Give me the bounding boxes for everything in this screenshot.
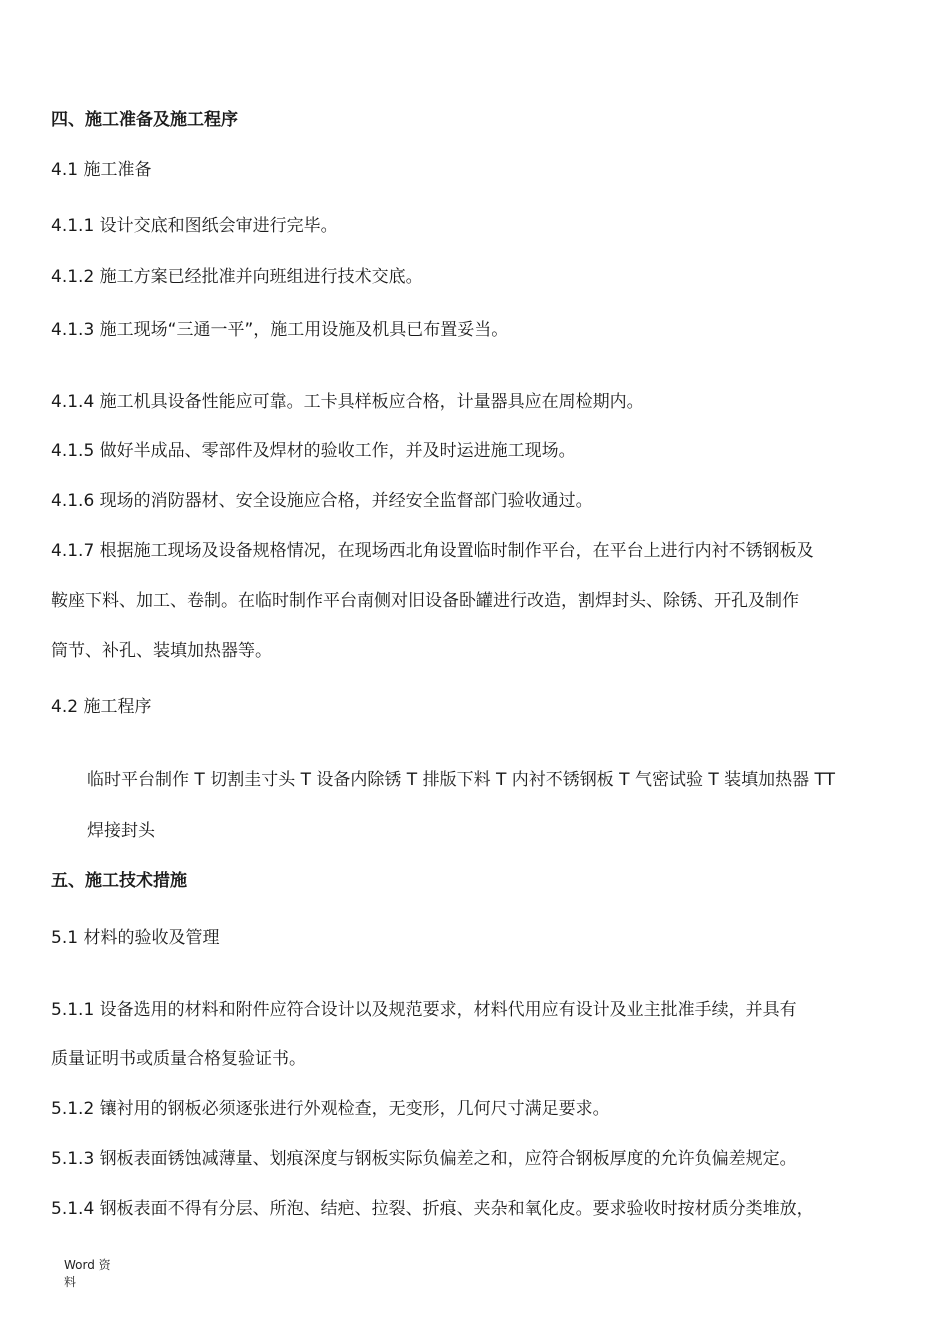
section-5-heading: 五、施工技术措施 bbox=[51, 871, 187, 891]
item-4-1-4: 4.1.4 施工机具设备性能应可靠。工卡具样板应合格，计量器具应在周检期内。 bbox=[51, 392, 644, 412]
item-4-1-7-line-1: 4.1.7 根据施工现场及设备规格情况，在现场西北角设置临时制作平台，在平台上进行内衬不锈钢板及 bbox=[51, 541, 814, 561]
footer-label-line-1: Word 资 bbox=[64, 1258, 111, 1272]
item-5-1-1-line-1: 5.1.1 设备选用的材料和附件应符合设计以及规范要求，材料代用应有设计及业主批准手续，并具有 bbox=[51, 1000, 797, 1020]
item-5-1-4: 5.1.4 钢板表面不得有分层、所泡、结疤、拉裂、折痕、夹杂和氧化皮。要求验收时按材质分类堆放， bbox=[51, 1199, 814, 1219]
subsection-4-1-title: 4.1 施工准备 bbox=[51, 160, 152, 180]
item-4-1-1: 4.1.1 设计交底和图纸会审进行完毕。 bbox=[51, 216, 338, 236]
footer-label-line-2: 料 bbox=[64, 1275, 77, 1289]
item-4-1-2: 4.1.2 施工方案已经批准并向班组进行技术交底。 bbox=[51, 267, 423, 287]
item-4-1-7-line-3: 筒节、补孔、装填加热器等。 bbox=[51, 641, 272, 661]
process-flow-line-1: 临时平台制作 T 切割圭寸头 T 设备内除锈 T 排版下料 T 内衬不锈钢板 T 气密试验 T 装填加热器 TT bbox=[87, 770, 836, 790]
subsection-4-2-title: 4.2 施工程序 bbox=[51, 697, 152, 717]
item-4-1-3: 4.1.3 施工现场“三通一平”，施工用设施及机具已布置妥当。 bbox=[51, 320, 509, 340]
item-4-1-7-line-2: 鞍座下料、加工、卷制。在临时制作平台南侧对旧设备卧罐进行改造，割焊封头、除锈、开孔及制作 bbox=[51, 591, 799, 611]
item-4-1-5: 4.1.5 做好半成品、零部件及焊材的验收工作，并及时运进施工现场。 bbox=[51, 441, 576, 461]
section-4-heading: 四、施工准备及施工程序 bbox=[51, 110, 238, 130]
item-5-1-2: 5.1.2 镶衬用的钢板必须逐张进行外观检查，无变形，几何尺寸满足要求。 bbox=[51, 1099, 610, 1119]
process-flow-line-2: 焊接封头 bbox=[87, 821, 155, 841]
item-5-1-3: 5.1.3 钢板表面锈蚀减薄量、划痕深度与钢板实际负偏差之和，应符合钢板厚度的允许负偏差规定。 bbox=[51, 1149, 797, 1169]
item-5-1-1-line-2: 质量证明书或质量合格复验证书。 bbox=[51, 1049, 306, 1069]
subsection-5-1-title: 5.1 材料的验收及管理 bbox=[51, 928, 220, 948]
item-4-1-6: 4.1.6 现场的消防器材、安全设施应合格，并经安全监督部门验收通过。 bbox=[51, 491, 593, 511]
